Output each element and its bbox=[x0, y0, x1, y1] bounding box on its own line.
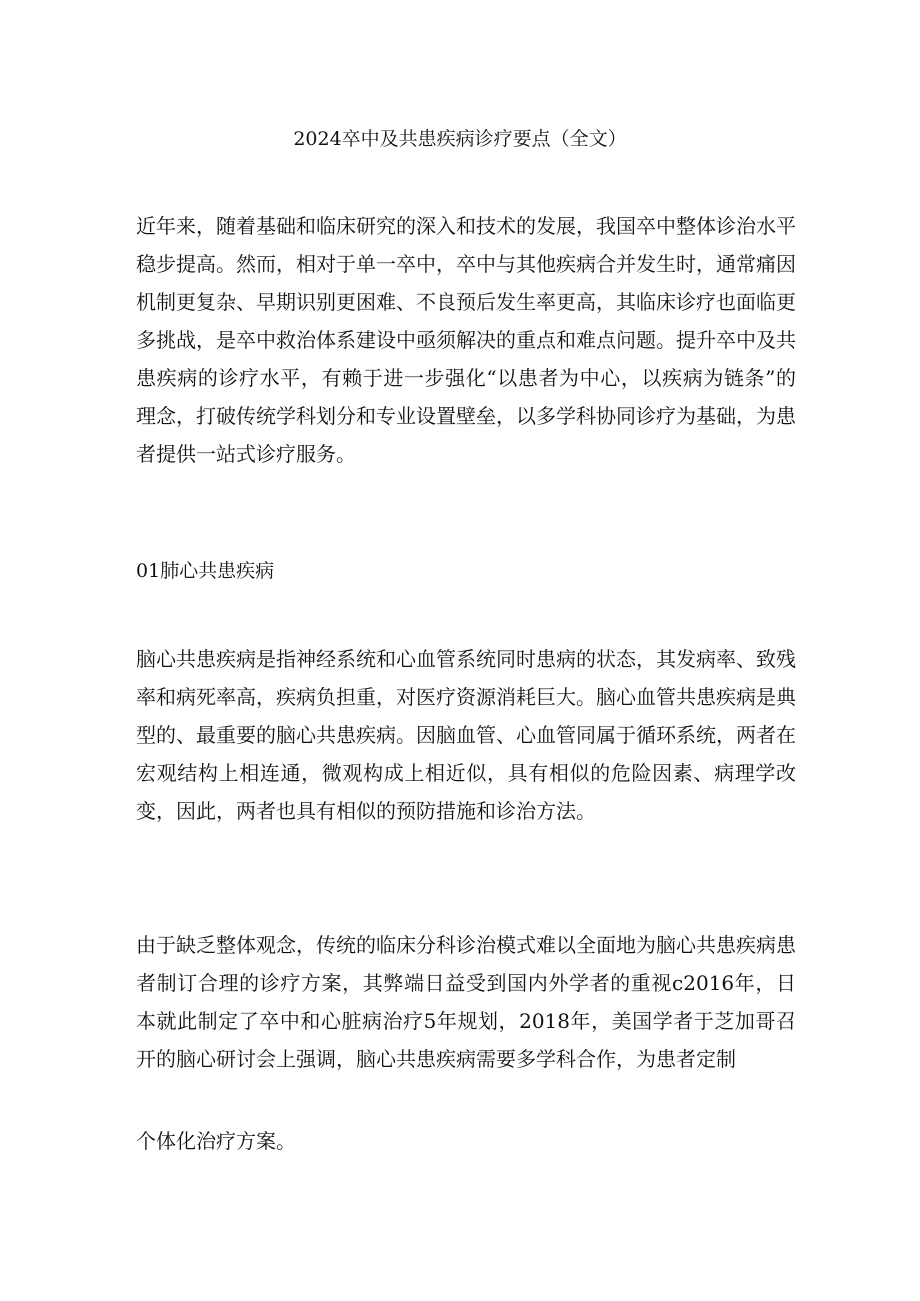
section-heading: 01肺心共患疾病 bbox=[136, 560, 275, 582]
document-title: 2024卒中及共患疾病诊疗要点（全文） bbox=[293, 128, 627, 150]
body-paragraph-3: 个体化治疗方案。 bbox=[136, 1129, 296, 1153]
body-paragraph-1: 脑心共患疾病是指神经系统和心血管系统同时患病的状态，其发病率、致残率和病死率高，疾病负担重，对医疗资源消耗巨大。脑心血管共患疾病是典型的、最重要的脑心共患疾病。因脑血管、心血管同属于循环系统，两者在宏观结构上相连通，微观构成上相近似，具有相似的危险因素、病理学改变，因此，两者也具有相似的预防措施和诊治方法。 bbox=[136, 647, 796, 823]
intro-paragraph: 近年来，随着基础和临床研究的深入和技术的发展，我国卒中整体诊治水平稳步提高。然而，相对于单一卒中，卒中与其他疾病合并发生时，通常痛因机制更复杂、早期识别更困难、不良预后发生率更高，其临床诊疗也面临更多挑战，是卒中救治体系建设中亟须解决的重点和难点问题。提升卒中及共患疾病的诊疗水平，有赖于进一步强化“以患者为中心，以疾病为链条”的理念，打破传统学科划分和专业设置壁垒，以多学科协同诊疗为基础，为患者提供一站式诊疗服务。 bbox=[136, 214, 796, 466]
body-paragraph-2: 由于缺乏整体观念，传统的临床分科诊治模式难以全面地为脑心共患疾病患者制订合理的诊疗方案，其弊端日益受到国内外学者的重视c2016年，日本就此制定了卒中和心脏病治疗5年规划，2018年，美国学者于芝加哥召开的脑心研讨会上强调，脑心共患疾病需要多学科合作，为患者定制 bbox=[136, 933, 796, 1071]
